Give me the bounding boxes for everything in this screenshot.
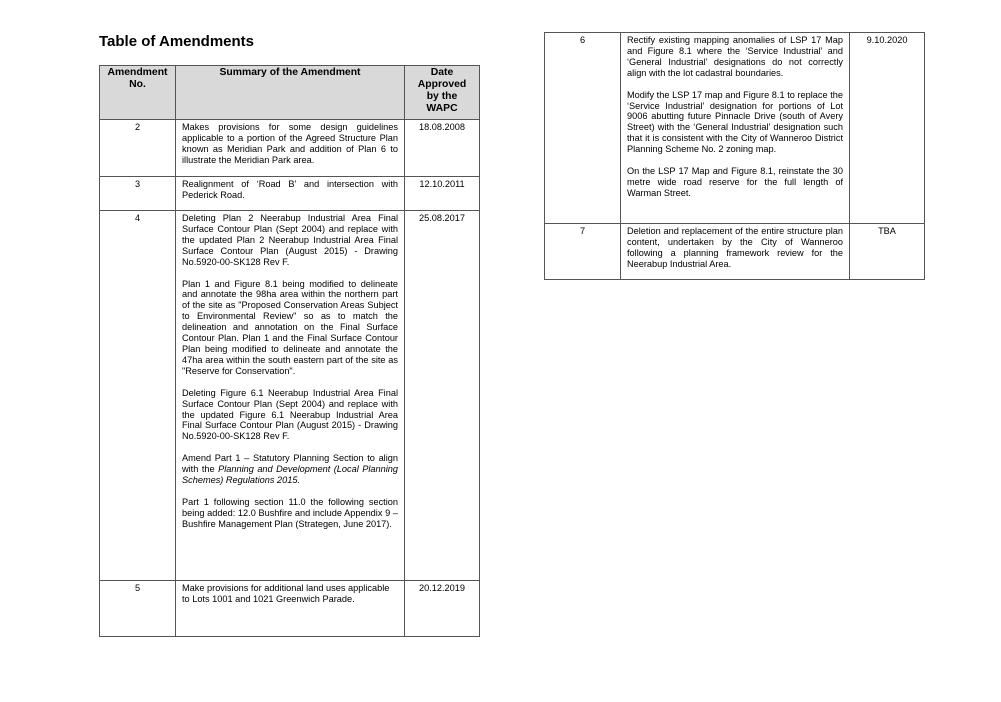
approval-date: 25.08.2017 bbox=[405, 211, 480, 581]
regulations-title: Planning and Development (Local Planning Schemes) Regulations 2015. bbox=[182, 464, 398, 486]
summary-paragraph: Deleting Plan 2 Neerabup Industrial Area Final Surface Contour Plan (Sept 2004) and replace with the updated Plan 2 Neerabup Industrial Area Final Surface Contour Plan (August 2015) - Drawing No.5920-00-SK128 Rev F. bbox=[182, 213, 398, 267]
header-date-approved: Date Approved by the WAPC bbox=[405, 66, 480, 120]
table-row bbox=[100, 120, 480, 177]
amendment-summary bbox=[176, 581, 405, 637]
table-row bbox=[100, 177, 480, 211]
amendments-table-right bbox=[544, 32, 925, 280]
header-summary: Summary of the Amendment bbox=[176, 66, 405, 120]
table-row bbox=[100, 581, 480, 637]
amendment-summary bbox=[621, 224, 850, 280]
amendment-number: 5 bbox=[100, 581, 176, 637]
amendments-table-left bbox=[99, 65, 480, 637]
summary-paragraph: Modify the LSP 17 map and Figure 8.1 to replace the ‘Service Industrial’ designation for portions of Lot 9006 abutting future Pinnacle Drive (south of Avery Street) with the ‘General Industrial’ designation such that it is consistent with the City of Wanneroo District Planning Scheme No. 2 zoning map. bbox=[627, 89, 843, 155]
amendment-number: 6 bbox=[545, 33, 621, 224]
approval-date: 9.10.2020 bbox=[850, 33, 925, 224]
amendment-summary bbox=[621, 33, 850, 224]
summary-paragraph: Deletion and replacement of the entire structure plan content, undertaken by the City of Wanneroo following a planning framework review for the Neerabup Industrial Area. bbox=[627, 226, 843, 269]
table-row bbox=[545, 224, 925, 280]
summary-paragraph: Deleting Figure 6.1 Neerabup Industrial Area Final Surface Contour Plan (Sept 2004) and replace with the updated Figure 6.1 Neerabup Industrial Area Final Surface Contour Plan (August 2015) - Drawing No.5920-00-SK128 Rev F. bbox=[182, 387, 398, 442]
header-amendment-no: Amendment No. bbox=[100, 66, 176, 120]
summary-paragraph: Makes provisions for some design guidelines applicable to a portion of the Agreed Structure Plan known as Meridian Park and addition of Plan 6 to illustrate the Meridian Park area. bbox=[182, 122, 398, 165]
page-title: Table of Amendments bbox=[99, 33, 255, 50]
summary-paragraph bbox=[182, 453, 398, 486]
summary-paragraph: Realignment of ‘Road B’ and intersection with Pederick Road. bbox=[182, 179, 398, 200]
table-header-row bbox=[100, 66, 480, 120]
summary-paragraph: Make provisions for additional land uses applicable to Lots 1001 and 1021 Greenwich Parade. bbox=[182, 583, 390, 604]
amendment-summary bbox=[176, 211, 405, 581]
summary-paragraph: Part 1 following section 11.0 the following section being added: 12.0 Bushfire and include Appendix 9 – Bushfire Management Plan (Strategen, June 2017). bbox=[182, 496, 398, 529]
amendment-summary bbox=[176, 177, 405, 211]
amendment-number: 3 bbox=[100, 177, 176, 211]
table-row bbox=[545, 33, 925, 224]
approval-date: 18.08.2008 bbox=[405, 120, 480, 177]
approval-date: 12.10.2011 bbox=[405, 177, 480, 211]
summary-text: Amend Part 1 – Statutory Planning Section to align with the bbox=[182, 453, 398, 475]
amendment-summary bbox=[176, 120, 405, 177]
amendment-number: 7 bbox=[545, 224, 621, 280]
summary-paragraph: On the LSP 17 Map and Figure 8.1, reinstate the 30 metre wide road reserve for the full length of Warman Street. bbox=[627, 166, 843, 198]
summary-paragraph: Plan 1 and Figure 8.1 being modified to delineate and annotate the 98ha area within the northern part of the site as "Proposed Conservation Areas Subject to Environmental Review" so as to match the delineation and annotation on the Final Surface Contour Plan. Plan 1 and the Final Surface Contour Plan being modified to delineate and annotate the 47ha area within the south eastern part of the site as "Reserve for Conservation". bbox=[182, 278, 398, 376]
table-row bbox=[100, 211, 480, 581]
summary-paragraph: Rectify existing mapping anomalies of LSP 17 Map and Figure 8.1 where the ‘Service Industrial’ and ‘General Industrial’ designations do not correctly align with the lot cadastral boundaries. bbox=[627, 35, 843, 78]
amendment-number: 4 bbox=[100, 211, 176, 581]
approval-date: TBA bbox=[850, 224, 925, 280]
approval-date: 20.12.2019 bbox=[405, 581, 480, 637]
amendment-number: 2 bbox=[100, 120, 176, 177]
